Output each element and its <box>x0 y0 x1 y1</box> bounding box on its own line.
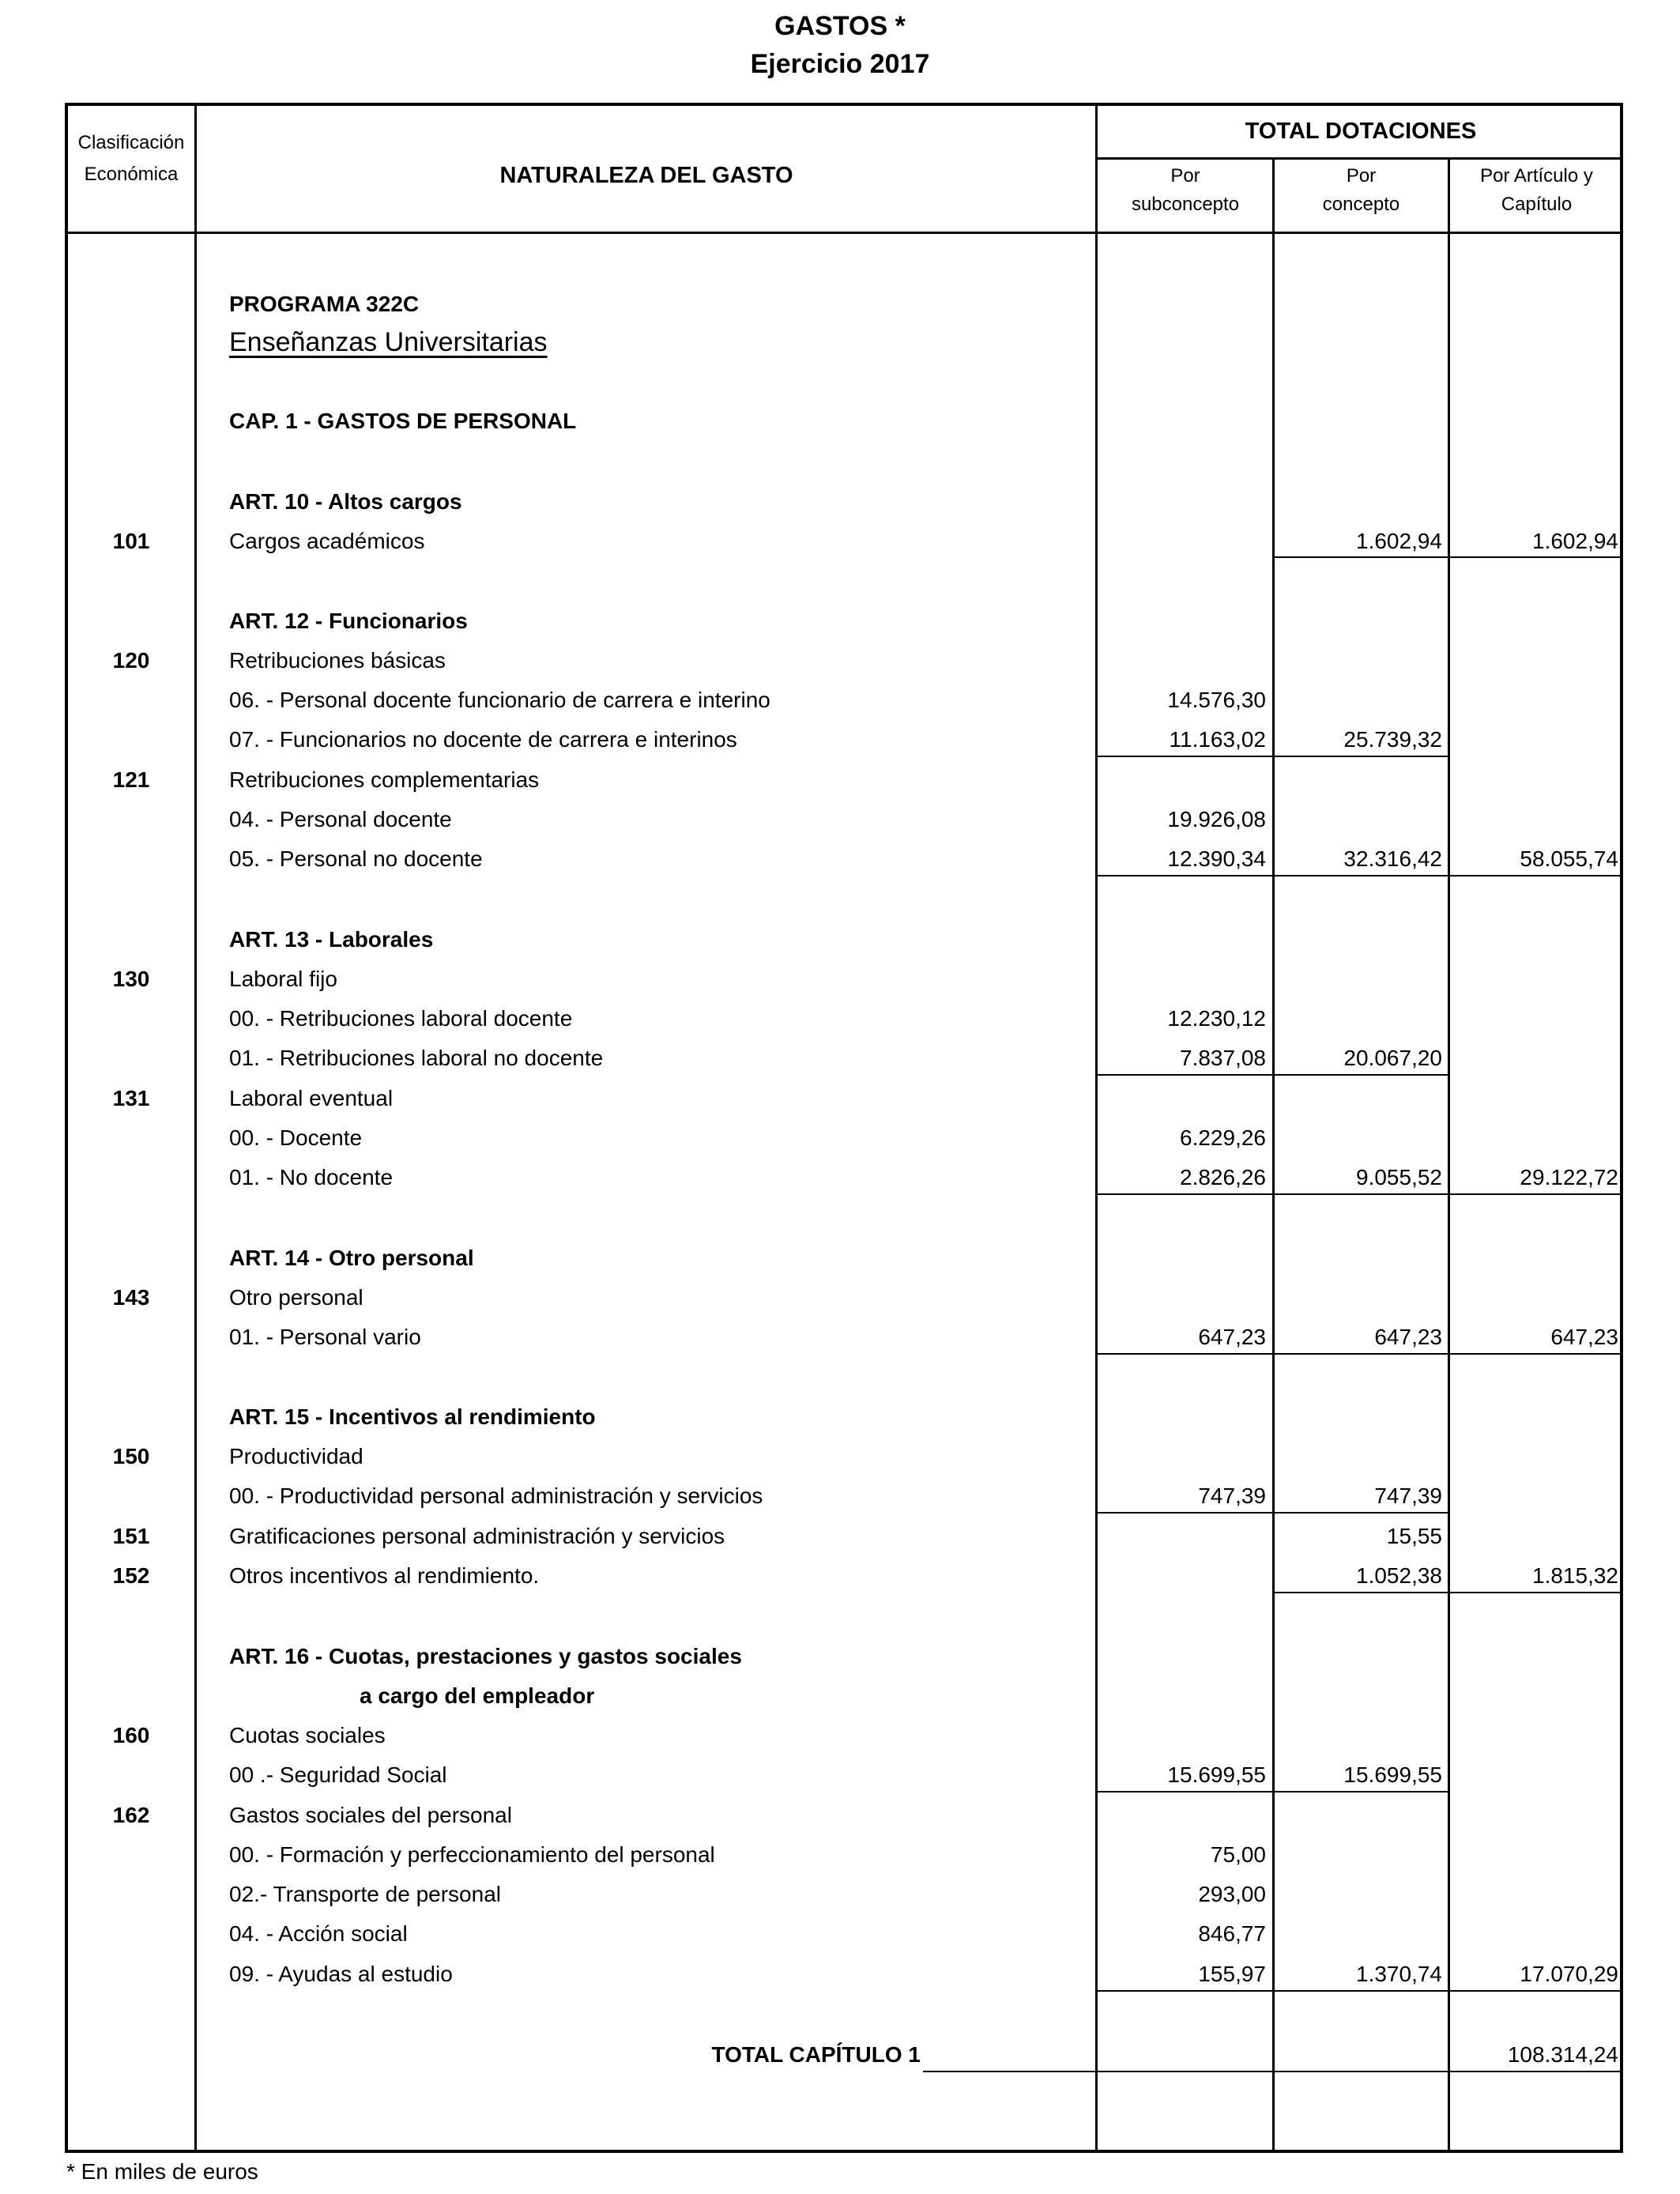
total-row <box>0 2035 1680 2075</box>
document-title: GASTOS * <box>774 11 906 41</box>
header-bottom-line <box>65 232 1623 234</box>
table-row: 01. - No docente 2.826,26 9.055,52 29.122,72 <box>229 1165 1618 1189</box>
table-row: 151 Gratificaciones personal administración y servicios 15,55 <box>112 1524 1442 1548</box>
header-naturaleza: NATURALEZA DEL GASTO <box>499 163 793 188</box>
table-row: 143 Otro personal <box>112 1285 363 1310</box>
header-clasificacion: Clasificación Económica <box>77 132 185 185</box>
table-row: 05. - Personal no docente 12.390,34 32.316,42 58.055,74 <box>229 846 1618 871</box>
subtotal-line <box>1272 556 1623 558</box>
table-row: 00. - Retribuciones laboral docente 12.230,12 <box>229 1006 1266 1031</box>
table-row: CAP. 1 - GASTOS DE PERSONAL <box>229 409 577 433</box>
table-row: ART. 14 - Otro personal <box>229 1246 474 1270</box>
table-row: 01. - Personal vario 647,23 647,23 647,23 <box>229 1325 1618 1349</box>
table-row: Enseñanzas Universitarias <box>229 327 548 357</box>
table-row: ART. 12 - Funcionarios <box>229 609 468 633</box>
header-por-subconcepto: Por subconcepto <box>1131 165 1240 215</box>
table-row: 162 Gastos sociales del personal <box>112 1803 512 1827</box>
table-row: 121 Retribuciones complementarias <box>112 767 540 792</box>
header-por-concepto: Por concepto <box>1322 165 1400 215</box>
subtotal-line <box>1095 1512 1448 1514</box>
header-por-articulo-capitulo: Por Artículo y Capítulo <box>1480 165 1593 215</box>
table-row: ART. 10 - Altos cargos <box>229 489 462 514</box>
footnote: * En miles de euros <box>66 2159 258 2184</box>
table-row: 101 Cargos académicos 1.602,94 1.602,94 <box>112 529 1618 553</box>
subtotal-line <box>1095 1791 1448 1793</box>
subtotal-line <box>1272 1592 1623 1593</box>
table-row: 152 Otros incentivos al rendimiento. 1.052,38 1.815,32 <box>112 1563 1618 1588</box>
total-underline <box>923 2071 1623 2072</box>
total-value: 108.314,24 <box>1507 2042 1618 2067</box>
total-label: TOTAL CAPÍTULO 1 <box>711 2042 921 2067</box>
table-row: ART. 15 - Incentivos al rendimiento <box>229 1404 596 1429</box>
table-row: 04. - Personal docente 19.926,08 <box>229 807 1266 831</box>
subtotal-line <box>1095 756 1448 757</box>
table-row: 150 Productividad <box>112 1444 363 1468</box>
table-row: 06. - Personal docente funcionario de carrera e interino 14.576,30 <box>229 688 1266 712</box>
table-row: 160 Cuotas sociales <box>112 1723 386 1747</box>
table-row: 00 .- Seguridad Social 15.699,55 15.699,55 <box>229 1762 1442 1787</box>
subtotal-line <box>1095 1353 1623 1355</box>
table-row: ART. 16 - Cuotas, prestaciones y gastos sociales <box>229 1644 742 1668</box>
header-subline <box>1095 157 1623 160</box>
table-row: 120 Retribuciones básicas <box>112 648 446 673</box>
table-row: PROGRAMA 322C <box>229 292 420 316</box>
subtotal-line <box>1095 875 1623 876</box>
subtotal-line <box>1095 1990 1623 1992</box>
table-row: 00. - Formación y perfeccionamiento del personal 75,00 <box>229 1842 1266 1867</box>
table-row: 07. - Funcionarios no docente de carrera e interinos 11.163,02 25.739,32 <box>229 727 1442 752</box>
table-row: 130 Laboral fijo <box>112 967 337 991</box>
table-row: 02.- Transporte de personal 293,00 <box>229 1882 1266 1906</box>
table-row: a cargo del empleador <box>360 1683 595 1708</box>
table-row: 04. - Acción social 846,77 <box>229 1921 1266 1946</box>
table-row: 131 Laboral eventual <box>112 1086 394 1110</box>
subtotal-line <box>1095 1193 1623 1195</box>
subtotal-line <box>1095 1074 1448 1076</box>
header-total-dotaciones: TOTAL DOTACIONES <box>1245 119 1477 144</box>
document-subtitle: Ejercicio 2017 <box>750 49 930 79</box>
table-row: 00. - Docente 6.229,26 <box>229 1125 1266 1150</box>
table-row: 01. - Retribuciones laboral no docente 7.837,08 20.067,20 <box>229 1046 1442 1070</box>
table-row: 09. - Ayudas al estudio 155,97 1.370,74 17.070,29 <box>229 1962 1618 1986</box>
table-row: 00. - Productividad personal administración y servicios 747,39 747,39 <box>229 1483 1442 1508</box>
table-row: ART. 13 - Laborales <box>229 927 434 952</box>
